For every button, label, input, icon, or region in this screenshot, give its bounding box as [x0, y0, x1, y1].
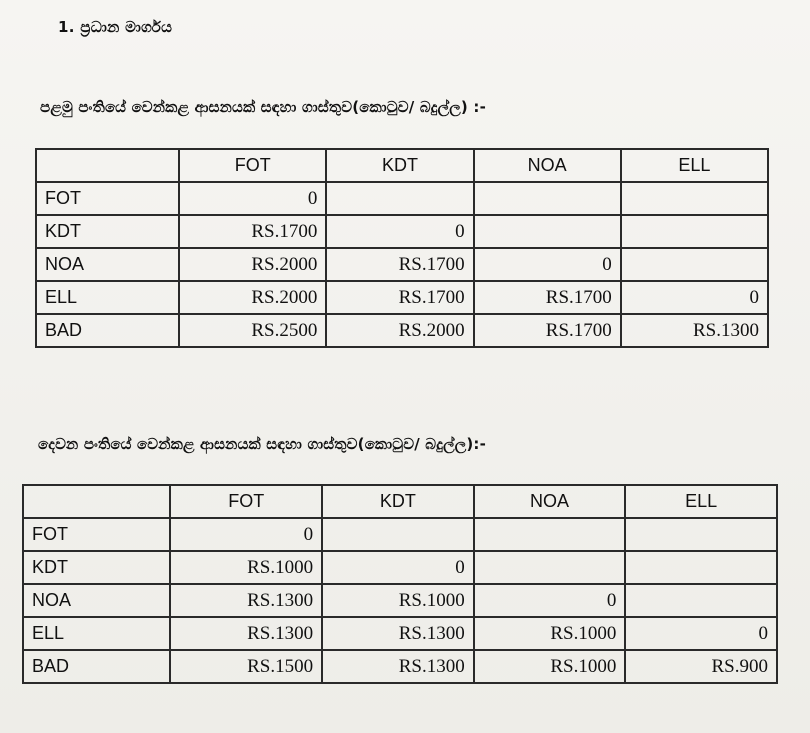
- fare-cell: RS.900: [625, 650, 777, 683]
- fare-cell: RS.1000: [474, 617, 626, 650]
- fare-cell: [621, 215, 768, 248]
- table-header-row: [36, 149, 768, 182]
- fare-cell: RS.2000: [326, 314, 473, 347]
- fare-cell: RS.1000: [474, 650, 626, 683]
- column-header: NOA: [474, 149, 621, 182]
- table-row: [36, 215, 768, 248]
- fare-cell: RS.1300: [322, 650, 474, 683]
- fare-cell: 0: [170, 518, 322, 551]
- row-label: ELL: [23, 617, 170, 650]
- fare-cell: 0: [621, 281, 768, 314]
- column-header: FOT: [179, 149, 326, 182]
- table-row: [36, 314, 768, 347]
- fare-cell: 0: [474, 248, 621, 281]
- fare-cell: RS.1500: [170, 650, 322, 683]
- row-label: NOA: [36, 248, 179, 281]
- fare-cell: [474, 518, 626, 551]
- row-label: KDT: [36, 215, 179, 248]
- fare-cell: RS.1700: [326, 281, 473, 314]
- fare-cell: RS.1700: [179, 215, 326, 248]
- row-label: ELL: [36, 281, 179, 314]
- fare-cell: [326, 182, 473, 215]
- fare-cell: [474, 215, 621, 248]
- second-class-fare-table: [22, 484, 778, 684]
- table-row: [23, 584, 777, 617]
- table-row: [23, 617, 777, 650]
- fare-cell: RS.2000: [179, 281, 326, 314]
- first-class-fare-table: [35, 148, 769, 348]
- table-row: [36, 281, 768, 314]
- row-label: FOT: [23, 518, 170, 551]
- row-label: KDT: [23, 551, 170, 584]
- fare-cell: [474, 182, 621, 215]
- page-heading: 1. ප්‍රධාන මාර්ගය: [58, 18, 173, 36]
- fare-cell: RS.1300: [170, 617, 322, 650]
- fare-cell: RS.1700: [474, 281, 621, 314]
- fare-cell: RS.1700: [474, 314, 621, 347]
- fare-cell: 0: [322, 551, 474, 584]
- fare-cell: [474, 551, 626, 584]
- column-header: FOT: [170, 485, 322, 518]
- column-header: ELL: [621, 149, 768, 182]
- column-header: KDT: [322, 485, 474, 518]
- fare-cell: RS.1700: [326, 248, 473, 281]
- table-row: [36, 248, 768, 281]
- fare-cell: RS.1000: [322, 584, 474, 617]
- fare-cell: RS.1300: [621, 314, 768, 347]
- fare-cell: 0: [474, 584, 626, 617]
- fare-cell: [625, 518, 777, 551]
- fare-cell: 0: [179, 182, 326, 215]
- fare-cell: [621, 248, 768, 281]
- row-label: FOT: [36, 182, 179, 215]
- first-class-fare-caption: පළමු පංතියේ වෙන්කළ ආසනයක් සඳහා ගාස්තුව(කොටුව/ බදුල්ල) :-: [40, 98, 487, 116]
- corner-cell: [36, 149, 179, 182]
- fare-cell: [625, 584, 777, 617]
- fare-cell: [621, 182, 768, 215]
- fare-cell: RS.1000: [170, 551, 322, 584]
- corner-cell: [23, 485, 170, 518]
- fare-cell: RS.2500: [179, 314, 326, 347]
- row-label: NOA: [23, 584, 170, 617]
- fare-cell: RS.2000: [179, 248, 326, 281]
- table-row: [23, 518, 777, 551]
- fare-cell: RS.1300: [170, 584, 322, 617]
- table-row: [23, 650, 777, 683]
- second-class-fare-caption: දෙවන පංතියේ වෙන්කළ ආසනයක් සඳහා ගාස්තුව(කොටුව/ බදුල්ල):-: [38, 435, 487, 453]
- column-header: ELL: [625, 485, 777, 518]
- fare-cell: [322, 518, 474, 551]
- row-label: BAD: [36, 314, 179, 347]
- fare-cell: RS.1300: [322, 617, 474, 650]
- fare-cell: [625, 551, 777, 584]
- fare-cell: 0: [625, 617, 777, 650]
- table-row: [36, 182, 768, 215]
- column-header: KDT: [326, 149, 473, 182]
- column-header: NOA: [474, 485, 626, 518]
- row-label: BAD: [23, 650, 170, 683]
- table-row: [23, 551, 777, 584]
- table-header-row: [23, 485, 777, 518]
- fare-cell: 0: [326, 215, 473, 248]
